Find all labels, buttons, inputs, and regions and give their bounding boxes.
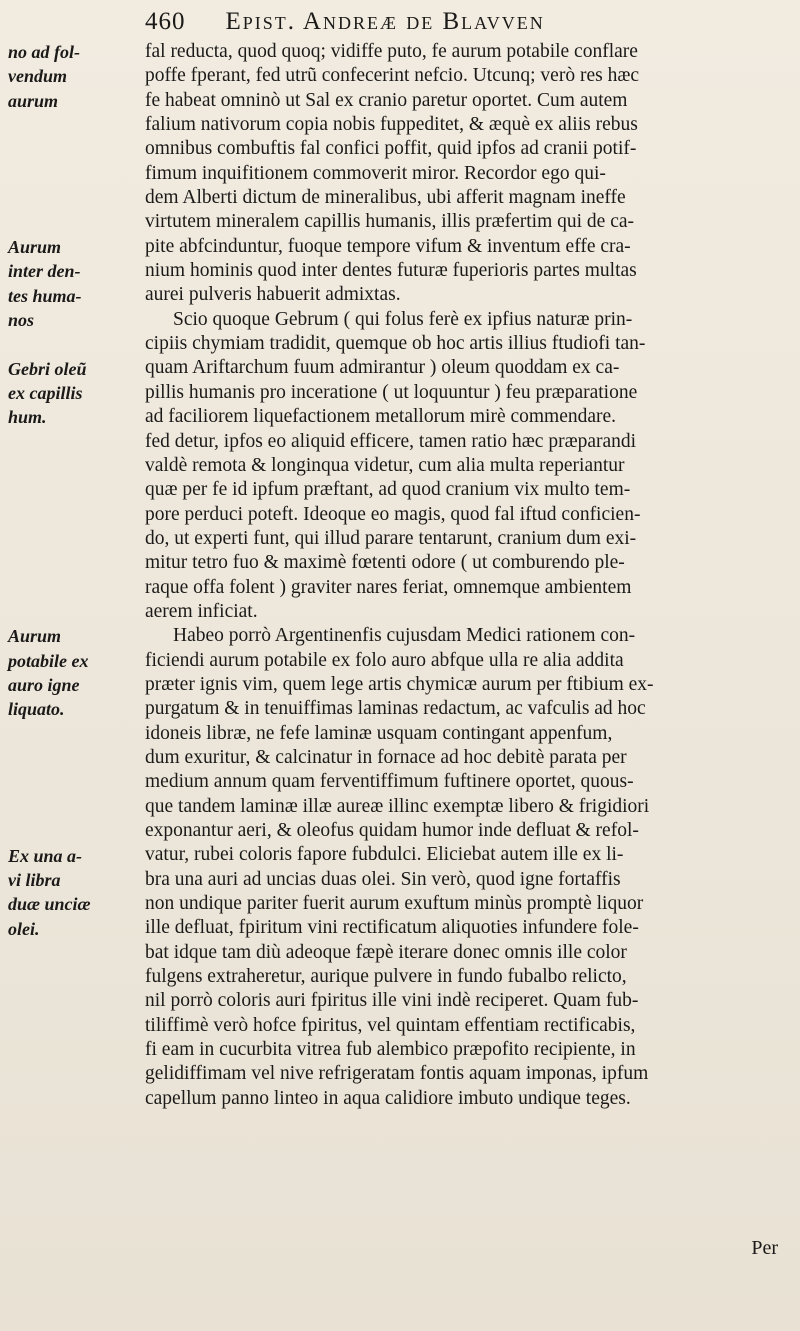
- margin-note-line: aurum: [8, 90, 59, 111]
- main-text-block: [145, 40, 795, 1111]
- text-line: fulgens extraheretur, aurique pulvere in fundo fubalbo relicto,: [145, 966, 627, 988]
- text-line: pillis humanis pro inceratione ( ut loquuntur ) feu præparatione: [145, 381, 638, 403]
- margin-note-line: hum.: [8, 407, 47, 428]
- margin-note-line: vendum: [8, 66, 68, 87]
- margin-note-line: olei.: [8, 918, 40, 939]
- text-line: non undique pariter fuerit aurum exuftum minùs promptè liquor: [145, 893, 644, 915]
- margin-note-line: auro igne: [8, 675, 80, 696]
- margin-note-line: potabile ex: [8, 650, 89, 671]
- margin-note-line: tes huma-: [8, 285, 82, 306]
- text-line: vatur, rubei coloris fapore fubdulci. Eliciebat autem ille ex li-: [145, 844, 624, 866]
- text-line: do, ut experti funt, qui illud parare tentarunt, cranium dum exi-: [145, 527, 637, 549]
- text-line: valdè remota & longinqua videtur, cum alia multa reperiantur: [145, 454, 625, 476]
- text-line: mitur tetro fuo & maximè fœtenti odore ( ut comburendo ple-: [145, 552, 625, 574]
- text-line: bra una auri ad uncias duas olei. Sin verò, quod igne fortaffis: [145, 868, 621, 890]
- text-line: fimum inquifitionem commoverit miror. Recordor ego qui-: [145, 162, 606, 184]
- text-line: medium annum quam ferventiffimum fuftinere oportet, quous-: [145, 771, 634, 793]
- text-line: ille defluat, fpiritum vini rectificatum aliquoties infundere fole-: [145, 917, 639, 939]
- text-line: ad faciliorem liquefactionem metallorum mirè commendare.: [145, 406, 617, 428]
- text-line: fi eam in cucurbita vitrea fub alembico præpofito recipiente, in: [145, 1039, 636, 1061]
- text-line: nil porrò coloris auri fpiritus ille vini indè reciperet. Quam fub-: [145, 990, 639, 1012]
- text-line: gelidiffimam vel nive refrigeratam fontis aquam imponas, ipfum: [145, 1063, 649, 1085]
- text-line: pite abfcinduntur, fuoque tempore vifum & inventum effe cra-: [145, 235, 631, 257]
- text-line: fal reducta, quod quoq; vidiffe puto, fe aurum potabile conflare: [145, 41, 638, 62]
- text-line: omnibus combuftis fal confici poffit, quid ipfos ad cranii potif-: [145, 138, 637, 160]
- margin-note-line: nos: [8, 309, 35, 330]
- margin-note-line: Gebri oleũ: [8, 358, 87, 379]
- text-line: præter ignis vim, quem lege artis chymicæ aurum per ftibium ex-: [145, 673, 654, 695]
- margin-note-line: Ex una a-: [8, 845, 83, 866]
- text-line: virtutem mineralem capillis humanis, illis præfertim qui de ca-: [145, 211, 635, 233]
- page-number: 460: [145, 8, 186, 35]
- margin-note-line: ex capillis: [8, 382, 83, 403]
- text-line: aerem inficiat.: [145, 600, 258, 622]
- text-line: que tandem laminæ illæ aureæ illinc exemptæ libero & frigidiori: [145, 795, 650, 817]
- text-line: quæ per fe id ipfum præftant, ad quod cranium vix multo tem-: [145, 479, 631, 501]
- text-line: bat idque tam diù adeoque fæpè iterare donec omnis ille color: [145, 941, 627, 963]
- text-line: cipiis chymiam tradidit, quemque ob hoc artis illius ftudiofi tan-: [145, 333, 646, 355]
- text-line: pore perduci poteft. Ideoque eo magis, quod fal iftud conficien-: [145, 503, 641, 525]
- text-line: raque offa folent ) graviter nares feriat, omnemque ambientem: [145, 576, 632, 598]
- margin-note-line: no ad fol-: [8, 42, 80, 62]
- text-line: ficiendi aurum potabile ex folo auro abfque ulla re alia addita: [145, 649, 624, 671]
- text-line: aurei pulveris habuerit admixtas.: [145, 284, 401, 306]
- text-line: poffe fperant, fed utrũ confecerint nefcio. Utcunq; verò res hæc: [145, 65, 639, 87]
- text-line: falium nativorum copia nobis fuppeditet, & æquè ex aliis rebus: [145, 114, 638, 136]
- page-header: [145, 8, 785, 40]
- catchword: Per: [751, 1237, 778, 1259]
- text-line: dum exuritur, & calcinatur in fornace ad hoc debitè parata per: [145, 746, 627, 768]
- text-line: exponantur aeri, & oleofus quidam humor inde defluat & refol-: [145, 820, 639, 841]
- text-line: quam Ariftarchum fuum admirantur ) oleum quoddam ex ca-: [145, 357, 620, 379]
- margin-note-line: liquato.: [8, 699, 65, 720]
- text-line: idoneis libræ, ne fefe laminæ usquam contingant appenfum,: [145, 722, 613, 744]
- text-line: Habeo porrò Argentinenfis cujusdam Medici rationem con-: [173, 625, 636, 647]
- text-line: nium hominis quod inter dentes futuræ fuperioris partes multas: [145, 260, 637, 282]
- text-line: purgatum & in tenuiffimas laminas redactum, ac vafculis ad hoc: [145, 698, 646, 720]
- text-line: dem Alberti dictum de mineralibus, ubi afferit magnam ineffe: [145, 187, 626, 209]
- text-line: fed detur, ipfos eo aliquid efficere, tamen ratio hæc præparandi: [145, 430, 637, 452]
- margin-note-line: inter den-: [8, 261, 81, 282]
- text-line: capellum panno linteo in aqua calidiore imbuto undique teges.: [145, 1087, 631, 1109]
- margin-note-line: vi libra: [8, 869, 61, 890]
- margin-note-line: Aurum: [8, 626, 62, 647]
- text-line: Scio quoque Gebrum ( qui folus ferè ex ipfius naturæ prin-: [173, 308, 633, 330]
- text-line: tiliffimè verò hofce fpiritus, vel quintam effentiam rectificabis,: [145, 1014, 636, 1036]
- margin-note-line: Aurum: [8, 236, 62, 257]
- text-line: fe habeat omninò ut Sal ex cranio paretur oportet. Cum autem: [145, 89, 628, 111]
- running-head: Epist. Andreæ de Blavven: [225, 8, 545, 35]
- margin-note-line: duæ unciæ: [8, 894, 91, 915]
